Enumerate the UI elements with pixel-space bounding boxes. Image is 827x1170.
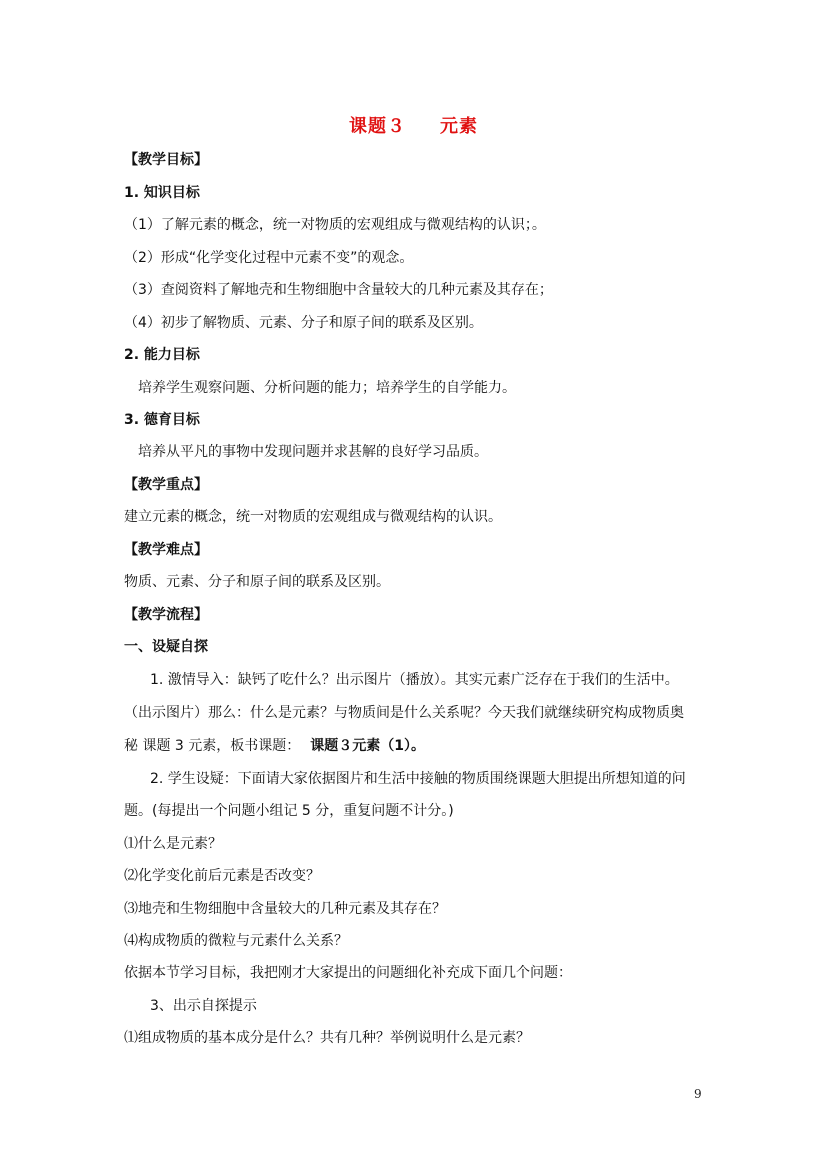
question-4: ⑷构成物质的微粒与元素什么关系？: [124, 933, 348, 949]
title-lesson: 课题３: [349, 116, 406, 137]
section-self-exploration: 一、设疑自探: [124, 639, 208, 655]
self-exploration-hints-heading: 3、出示自探提示: [150, 998, 257, 1014]
title-topic: 元素: [440, 116, 478, 137]
hint-question-1: ⑴组成物质的基本成分是什么？共有几种？举例说明什么是元素？: [124, 1030, 530, 1046]
ability-goal-text: 培养学生观察问题、分析问题的能力；培养学生的自学能力。: [138, 380, 516, 396]
question-1: ⑴什么是元素？: [124, 836, 222, 852]
subheading-ability-goals: 2. 能力目标: [124, 347, 200, 363]
intro-paragraph-line-2: （出示图片）那么：什么是元素？与物质间是什么关系呢？今天我们就继续研究构成物质奥: [124, 705, 684, 721]
heading-teaching-goals: 【教学目标】: [124, 152, 208, 168]
intro-line-3-text: 秘 课题 3 元素，板书课题：: [124, 738, 301, 754]
knowledge-goal-2: （2）形成“化学变化过程中元素不变”的观念。: [124, 250, 414, 266]
heading-teaching-process: 【教学流程】: [124, 607, 208, 623]
teaching-focus-text: 建立元素的概念，统一对物质的宏观组成与微观结构的认识。: [124, 509, 502, 525]
intro-paragraph-line-3: [124, 736, 724, 756]
page-number: 9: [694, 1087, 702, 1101]
student-questions-line-1: 2. 学生设疑：下面请大家依据图片和生活中接触的物质围绕课题大胆提出所想知道的问: [150, 771, 686, 787]
knowledge-goal-1: （1）了解元素的概念，统一对物质的宏观组成与微观结构的认识；。: [124, 217, 546, 233]
subheading-knowledge-goals: 1. 知识目标: [124, 185, 200, 201]
question-3: ⑶地壳和生物细胞中含量较大的几种元素及其存在？: [124, 901, 446, 917]
heading-teaching-focus: 【教学重点】: [124, 477, 208, 493]
question-2: ⑵化学变化前后元素是否改变？: [124, 868, 320, 884]
knowledge-goal-3: （3）查阅资料了解地壳和生物细胞中含量较大的几种元素及其存在；: [124, 282, 553, 298]
heading-teaching-difficulty: 【教学难点】: [124, 542, 208, 558]
intro-paragraph-line-1: 1. 激情导入：缺钙了吃什么？出示图片（播放）。其实元素广泛存在于我们的生活中。: [150, 672, 679, 688]
student-questions-line-2: 题。(每提出一个问题小组记 5 分，重复问题不计分。): [124, 803, 454, 819]
board-title: 课题３元素（1）。: [310, 738, 426, 754]
refinement-text: 依据本节学习目标，我把刚才大家提出的问题细化补充成下面几个问题：: [124, 965, 572, 981]
knowledge-goal-4: （4）初步了解物质、元素、分子和原子间的联系及区别。: [124, 315, 483, 331]
subheading-moral-goals: 3. 德育目标: [124, 412, 200, 428]
teaching-difficulty-text: 物质、元素、分子和原子间的联系及区别。: [124, 574, 390, 590]
document-title: [0, 112, 827, 138]
moral-goal-text: 培养从平凡的事物中发现问题并求甚解的良好学习品质。: [138, 444, 488, 460]
